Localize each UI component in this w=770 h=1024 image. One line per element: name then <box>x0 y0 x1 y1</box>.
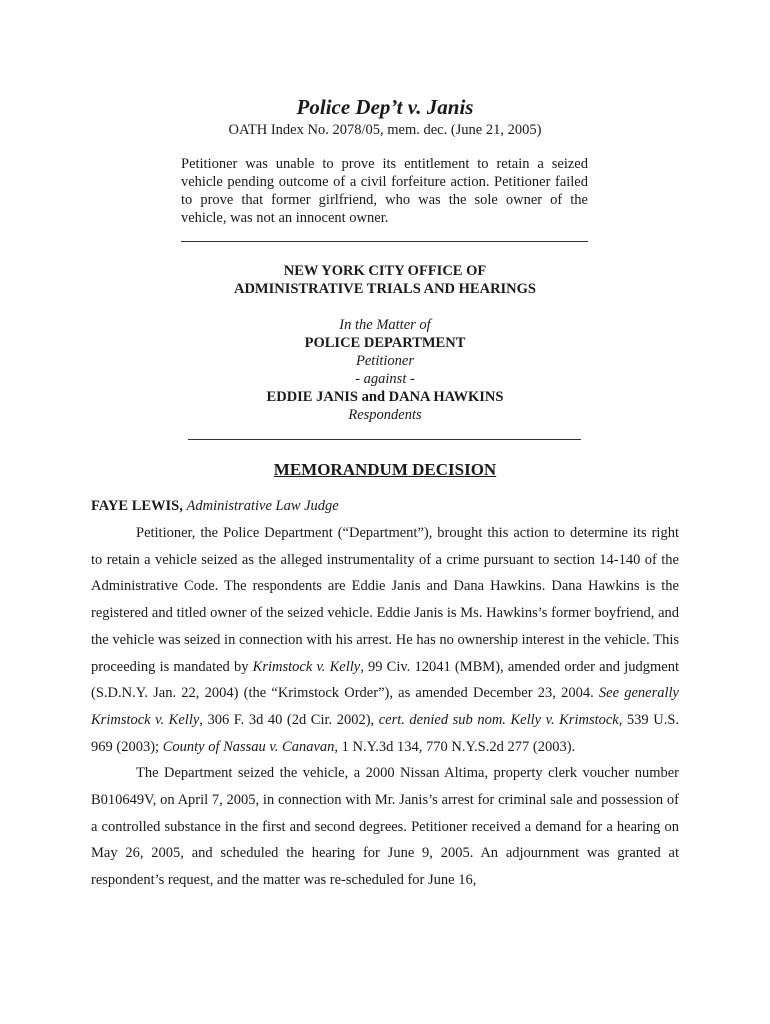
case-citation-see-generally: See generally Krimstock v. Kelly <box>91 685 679 728</box>
petitioner-label: Petitioner <box>356 353 414 369</box>
case-citation-cert-denied: cert. denied sub nom. Kelly v. Krimstock <box>378 711 619 728</box>
agency-name <box>0 262 770 298</box>
decision-body <box>91 520 679 894</box>
respondent-label: Respondents <box>348 407 422 423</box>
summary-divider <box>181 241 588 242</box>
case-citation-krimstock: Krimstock v. Kelly <box>252 658 361 675</box>
p1-text-e: , 1 N.Y.3d 134, 770 N.Y.S.2d 277 (2003). <box>334 738 576 755</box>
judge-title: Administrative Law Judge <box>186 498 339 514</box>
agency-line-1: NEW YORK CITY OFFICE OF <box>283 263 487 279</box>
case-caption <box>0 316 770 424</box>
paragraph-1 <box>91 520 679 760</box>
against-label: - against - <box>355 371 415 387</box>
in-the-matter: In the Matter of <box>339 317 431 333</box>
agency-line-2: ADMINISTRATIVE TRIALS AND HEARINGS <box>233 281 536 297</box>
p1-text-d: , 539 U.S. 969 (2003); <box>91 711 680 755</box>
case-summary: Petitioner was unable to prove its entitlement to retain a seized vehicle pending outcome of a civil forfeiture action. Petitioner failed to prove that former girlfriend, who was the sole owner of the vehicle, was not an innocent owner. <box>181 156 588 226</box>
caption-divider <box>188 439 581 440</box>
p1-text-c: , 306 F. 3d 40 (2d Cir. 2002), <box>199 711 379 728</box>
case-title: Police Dep’t v. Janis <box>296 95 474 119</box>
index-number: OATH Index No. 2078/05, mem. dec. (June 21, 2005) <box>228 122 542 138</box>
p1-text-a: Petitioner, the Police Department (“Department”), brought this action to determine its right to retain a vehicle seized as the alleged instrumentality of a crime pursuant to section 14-140 of the Administrative Code. The respondents are Eddie Janis and Dana Hawkins. Dana Hawkins is the registered and titled owner of the seized vehicle. Eddie Janis is Ms. Hawkins’s former boyfriend, and the vehicle was seized in connection with his arrest. He has no ownership interest in the vehicle. This proceeding is mandated by <box>91 525 679 675</box>
judge-name: FAYE LEWIS, <box>91 498 183 514</box>
respondent-names: EDDIE JANIS and DANA HAWKINS <box>266 389 504 405</box>
petitioner-name: POLICE DEPARTMENT <box>304 335 466 351</box>
judge-line <box>91 497 339 515</box>
case-citation-nassau: County of Nassau v. Canavan <box>162 738 335 755</box>
memorandum-decision-heading: MEMORANDUM DECISION <box>273 460 497 479</box>
document-heading <box>0 459 770 481</box>
paragraph-2: The Department seized the vehicle, a 2000 Nissan Altima, property clerk voucher number B010649V, on April 7, 2005, in connection with Mr. Janis’s arrest for criminal sale and possession of a controlled substance in the first and second degrees. Petitioner received a demand for a hearing on May 26, 2005, and scheduled the hearing for June 9, 2005. An adjournment was granted at respondent’s request, and the matter was re-scheduled for June 16, <box>91 765 679 889</box>
p1-text-b: , 99 Civ. 12041 (MBM), amended order and judgment (S.D.N.Y. Jan. 22, 2004) (the “Krimstock Order”), as amended December 23, 2004. <box>91 658 679 702</box>
